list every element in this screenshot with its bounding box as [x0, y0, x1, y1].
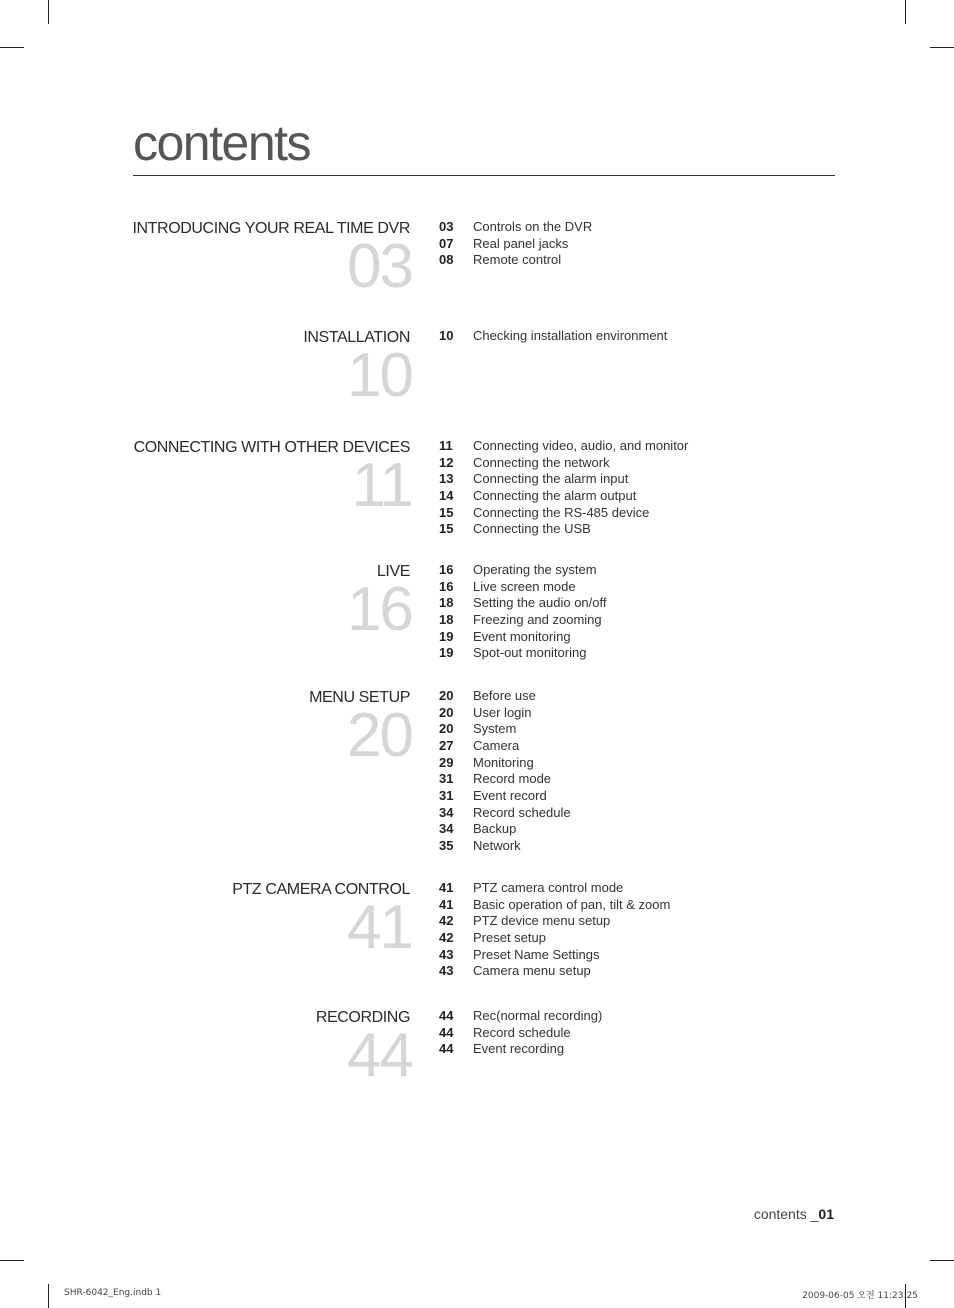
- toc-entry[interactable]: [439, 235, 592, 252]
- entry-text: PTZ device menu setup: [473, 913, 611, 929]
- section-number: 03: [347, 232, 412, 301]
- toc-entry[interactable]: [439, 644, 606, 661]
- toc-entry[interactable]: [439, 504, 688, 521]
- toc-entry[interactable]: [439, 737, 571, 754]
- toc-entry[interactable]: [439, 770, 571, 787]
- entry-text: Connecting the alarm input: [473, 471, 629, 487]
- entry-page: 07: [439, 235, 454, 251]
- entry-page: 42: [439, 929, 454, 945]
- page-footer: [754, 1206, 834, 1222]
- entry-text: Spot-out monitoring: [473, 645, 587, 661]
- entry-page: 34: [439, 804, 454, 820]
- toc-entry[interactable]: [439, 327, 667, 344]
- toc-entry[interactable]: [439, 929, 670, 946]
- entry-page: 41: [439, 879, 454, 895]
- toc-entry[interactable]: [439, 804, 571, 821]
- toc-entry[interactable]: [439, 704, 571, 721]
- toc-entry[interactable]: [439, 1040, 602, 1057]
- entry-text: Camera menu setup: [473, 963, 591, 979]
- entry-text: Rec(normal recording): [473, 1007, 603, 1023]
- entry-text: System: [473, 721, 517, 737]
- section-title: RECORDING: [315, 1009, 410, 1026]
- entry-text: PTZ camera control mode: [473, 879, 624, 895]
- entry-page: 03: [439, 218, 454, 234]
- entry-page: 31: [439, 771, 454, 787]
- entry-text: Controls on the DVR: [473, 218, 593, 234]
- entry-page: 43: [439, 963, 454, 979]
- entry-text: Record mode: [473, 771, 552, 787]
- toc-entry[interactable]: [439, 454, 688, 471]
- toc-entry[interactable]: [439, 218, 592, 235]
- entry-text: Freezing and zooming: [473, 611, 602, 627]
- toc-entry[interactable]: [439, 837, 571, 854]
- section-number: 44: [347, 1021, 412, 1090]
- toc-entry[interactable]: [439, 520, 688, 537]
- toc-entry[interactable]: [439, 787, 571, 804]
- title-rule: [133, 175, 835, 176]
- toc-entry[interactable]: [439, 251, 592, 268]
- entry-text: Record schedule: [473, 804, 571, 820]
- entry-page: 15: [439, 521, 454, 537]
- section-number: 11: [351, 451, 412, 520]
- entry-text: Connecting the alarm output: [473, 487, 637, 503]
- entry-list: [439, 687, 571, 854]
- entry-page: 18: [439, 595, 454, 611]
- entry-list: [439, 218, 592, 268]
- entry-page: 43: [439, 946, 454, 962]
- entry-text: Operating the system: [473, 561, 597, 577]
- section-heading: [80, 881, 412, 962]
- section-heading: [80, 329, 412, 410]
- entry-text: Backup: [473, 821, 517, 837]
- section-title: INSTALLATION: [303, 329, 410, 346]
- entry-page: 15: [439, 504, 454, 520]
- entry-page: 14: [439, 487, 454, 503]
- section-number: 41: [347, 893, 412, 962]
- entry-text: Checking installation environment: [473, 327, 668, 343]
- entry-page: 34: [439, 821, 454, 837]
- section-heading: [80, 1009, 412, 1090]
- entry-text: Preset setup: [473, 929, 546, 945]
- entry-page: 10: [439, 327, 454, 343]
- toc-entry[interactable]: [439, 720, 571, 737]
- entry-text: Connecting the USB: [473, 521, 591, 537]
- entry-text: Event monitoring: [473, 628, 571, 644]
- entry-page: 16: [439, 561, 454, 577]
- crop-mark: [930, 1260, 954, 1261]
- page-title: contents: [133, 115, 311, 171]
- entry-text: Remote control: [473, 252, 562, 268]
- entry-text: Monitoring: [473, 754, 534, 770]
- crop-mark: [0, 1260, 24, 1261]
- entry-page: 44: [439, 1007, 454, 1023]
- entry-list: [439, 327, 667, 344]
- toc-entry[interactable]: [439, 687, 571, 704]
- section-heading: [80, 439, 412, 520]
- toc-entry[interactable]: [439, 487, 688, 504]
- section-number: 10: [347, 341, 412, 410]
- section-title: INTRODUCING YOUR REAL TIME DVR: [132, 220, 410, 237]
- entry-text: Record schedule: [473, 1024, 571, 1040]
- entry-text: Preset Name Settings: [473, 946, 600, 962]
- section-heading: [80, 220, 412, 301]
- toc-entry[interactable]: [439, 879, 670, 896]
- entry-page: 44: [439, 1024, 454, 1040]
- entry-page: 20: [439, 704, 454, 720]
- toc-entry[interactable]: [439, 437, 688, 454]
- crop-mark: [0, 47, 24, 48]
- entry-text: Network: [473, 838, 521, 854]
- entry-list: [439, 1007, 602, 1057]
- entry-page: 44: [439, 1041, 454, 1057]
- section-number: 20: [347, 701, 412, 770]
- entry-text: Before use: [473, 687, 536, 703]
- entry-text: User login: [473, 704, 532, 720]
- section-heading: [80, 689, 412, 770]
- slug-timestamp: 2009-06-05 오전 11:23:25: [802, 1291, 918, 1301]
- toc-entry[interactable]: [439, 1024, 602, 1041]
- entry-list: [439, 561, 606, 661]
- toc-entry[interactable]: [439, 1007, 602, 1024]
- crop-mark: [905, 0, 906, 24]
- entry-page: 31: [439, 787, 454, 803]
- entry-text: Basic operation of pan, tilt & zoom: [473, 896, 671, 912]
- entry-text: Event recording: [473, 1041, 565, 1057]
- toc-entry[interactable]: [439, 611, 606, 628]
- toc-entry[interactable]: [439, 628, 606, 645]
- toc-entry[interactable]: [439, 896, 670, 913]
- entry-text: Event record: [473, 787, 547, 803]
- section-title: CONNECTING WITH OTHER DEVICES: [133, 439, 410, 456]
- entry-page: 19: [439, 645, 454, 661]
- entry-page: 42: [439, 913, 454, 929]
- footer-page-number: 01: [818, 1206, 834, 1222]
- entry-text: Camera: [473, 737, 520, 753]
- crop-mark: [48, 0, 49, 24]
- entry-page: 16: [439, 578, 454, 594]
- entry-page: 29: [439, 754, 454, 770]
- section-title: PTZ CAMERA CONTROL: [232, 881, 410, 898]
- toc-entry[interactable]: [439, 962, 670, 979]
- entry-text: Setting the audio on/off: [473, 595, 607, 611]
- entry-list: [439, 437, 688, 537]
- entry-text: Connecting video, audio, and monitor: [473, 437, 689, 453]
- toc-entry[interactable]: [439, 470, 688, 487]
- entry-page: 19: [439, 628, 454, 644]
- toc-entry[interactable]: [439, 912, 670, 929]
- entry-page: 11: [439, 437, 453, 453]
- crop-mark: [930, 47, 954, 48]
- entry-page: 08: [439, 252, 454, 268]
- crop-mark: [48, 1284, 49, 1308]
- entry-page: 41: [439, 896, 454, 912]
- entry-text: Real panel jacks: [473, 235, 569, 251]
- toc-entry[interactable]: [439, 821, 571, 838]
- section-number: 16: [347, 575, 412, 644]
- slug-file-name: SHR-6042_Eng.indb 1: [64, 1288, 162, 1298]
- toc-entry[interactable]: [439, 946, 670, 963]
- entry-page: 35: [439, 838, 454, 854]
- entry-page: 27: [439, 737, 454, 753]
- entry-text: Connecting the RS-485 device: [473, 504, 650, 520]
- section-heading: [80, 563, 412, 644]
- entry-text: Live screen mode: [473, 578, 576, 594]
- entry-text: Connecting the network: [473, 454, 610, 470]
- toc-entry[interactable]: [439, 754, 571, 771]
- entry-page: 13: [439, 471, 454, 487]
- entry-page: 12: [439, 454, 454, 470]
- footer-label: contents _: [753, 1206, 819, 1222]
- toc-entry[interactable]: [439, 561, 606, 578]
- entry-page: 20: [439, 687, 454, 703]
- entry-list: [439, 879, 670, 979]
- entry-page: 18: [439, 611, 454, 627]
- toc-entry[interactable]: [439, 594, 606, 611]
- section-title: LIVE: [376, 563, 410, 580]
- toc-entry[interactable]: [439, 578, 606, 595]
- entry-page: 20: [439, 721, 454, 737]
- section-title: MENU SETUP: [309, 689, 410, 706]
